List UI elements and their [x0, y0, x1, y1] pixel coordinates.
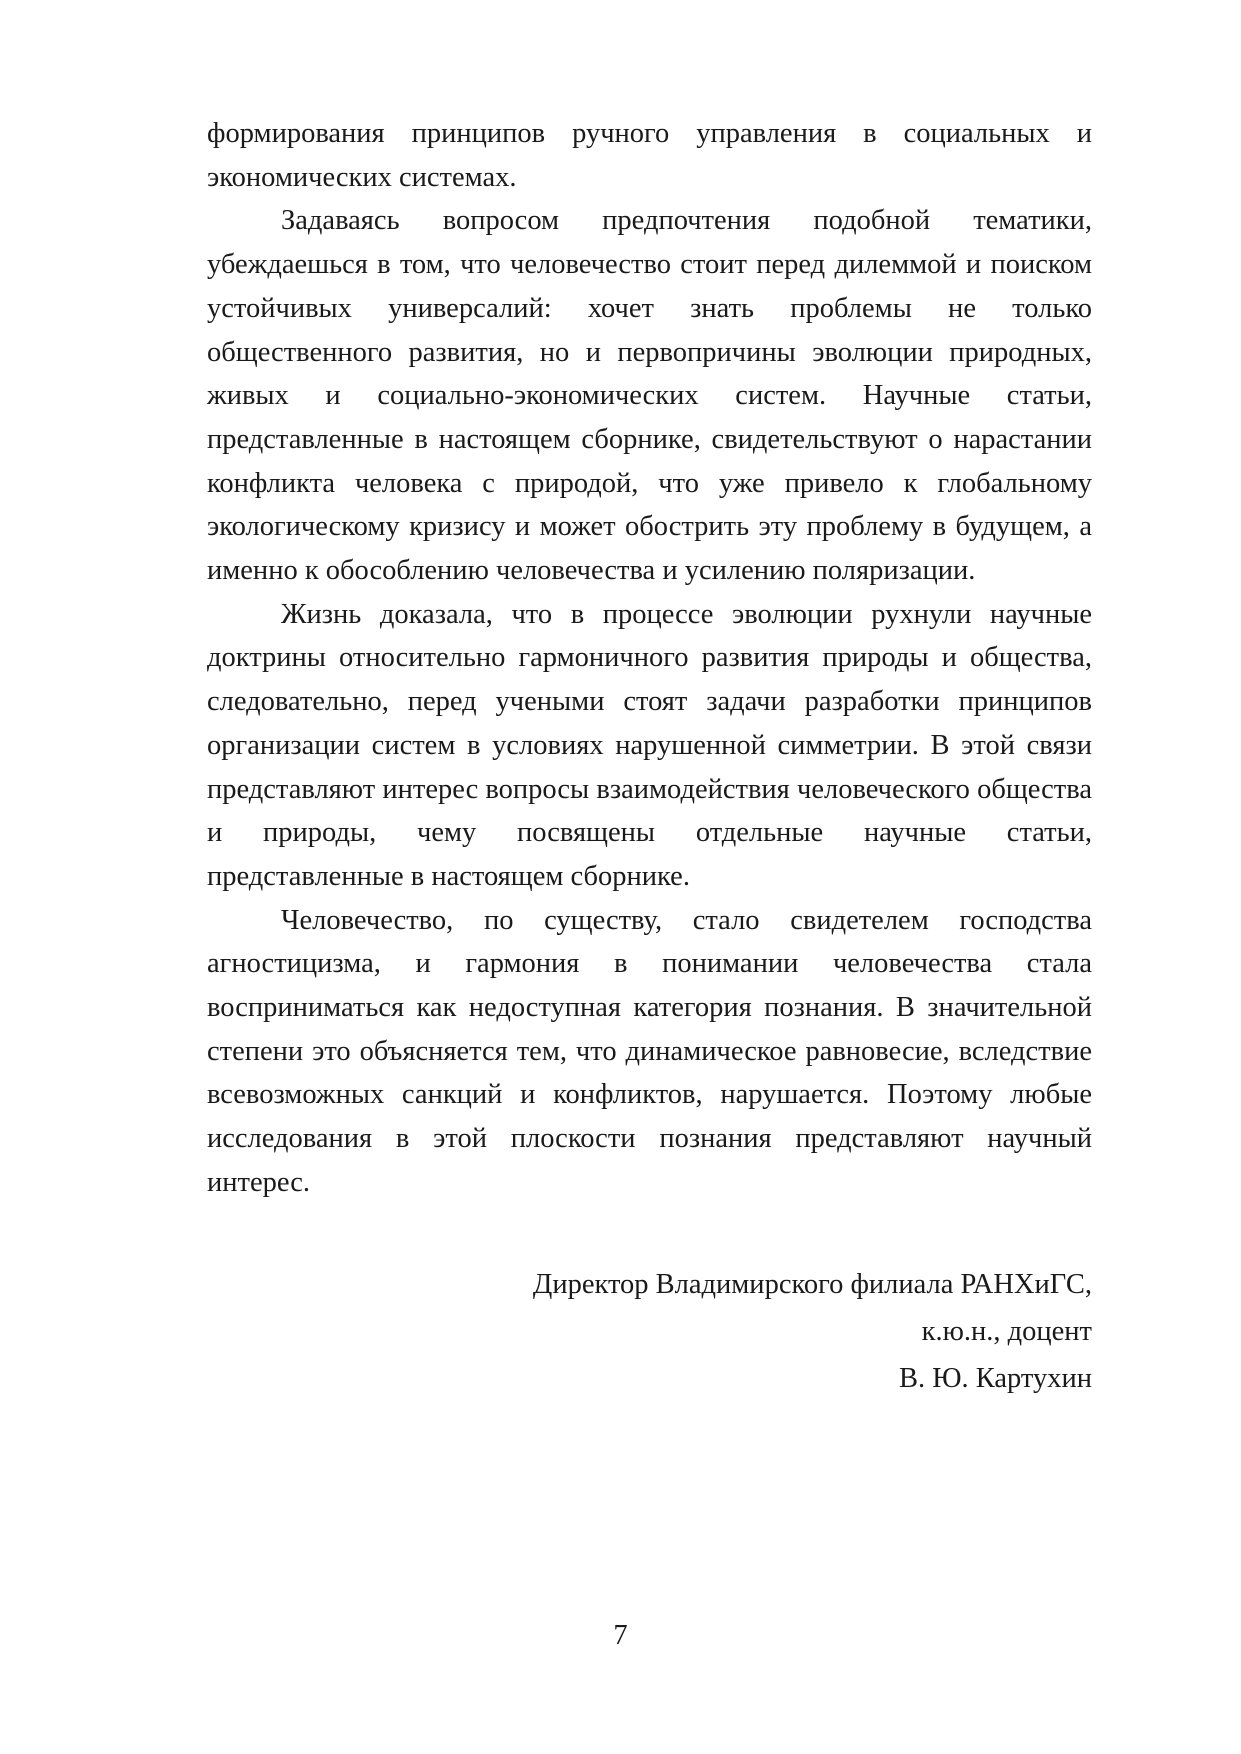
signature-block — [533, 1261, 1092, 1402]
page-number: 7 — [613, 1620, 628, 1651]
paragraph: Задаваясь вопросом предпочтения подобной тематики, убеждаешься в том, что человечество стоит перед дилеммой и поиском устойчивых универсалий: хочет знать проблемы не только общественного развития, но и первопричины эволюции природных, живых и социально-экономических систем. Научные статьи, представленные в настоящем сборнике, свидетельствуют о нарастании конфликта человека с природой, что уже привело к глобальному экологическому кризису и может обострить эту проблему в будущем, а именно к обособлению человечества и усилению поляризации. — [207, 205, 1092, 587]
signature-name: В. Ю. Картухин — [898, 1363, 1092, 1394]
signature-degree: к.ю.н., доцент — [921, 1316, 1092, 1347]
paragraph: Человечество, по существу, стало свидетелем господства агностицизма, и гармония в понимании человечества стала восприниматься как недоступная категория познания. В значительной степени это объясняется тем, что динамическое равновесие, вследствие всевозможных санкций и конфликтов, нарушается. Поэтому любые исследования в этой плоскости познания представляют научный интерес. — [207, 904, 1092, 1198]
paragraph-continuation: формирования принципов ручного управления в социальных и экономических системах. — [207, 118, 1092, 193]
paragraph: Жизнь доказала, что в процессе эволюции рухнули научные доктрины относительно гармоничного развития природы и общества, следовательно, перед учеными стоят задачи разработки принципов организации систем в условиях нарушенной симметрии. В этой связи представляют интерес вопросы взаимодействия человеческого общества и природы, чему посвящены отдельные научные статьи, представленные в настоящем сборнике. — [207, 598, 1092, 892]
body-text — [207, 112, 1092, 1205]
signature-position: Директор Владимирского филиала РАНХиГС, — [532, 1269, 1092, 1300]
